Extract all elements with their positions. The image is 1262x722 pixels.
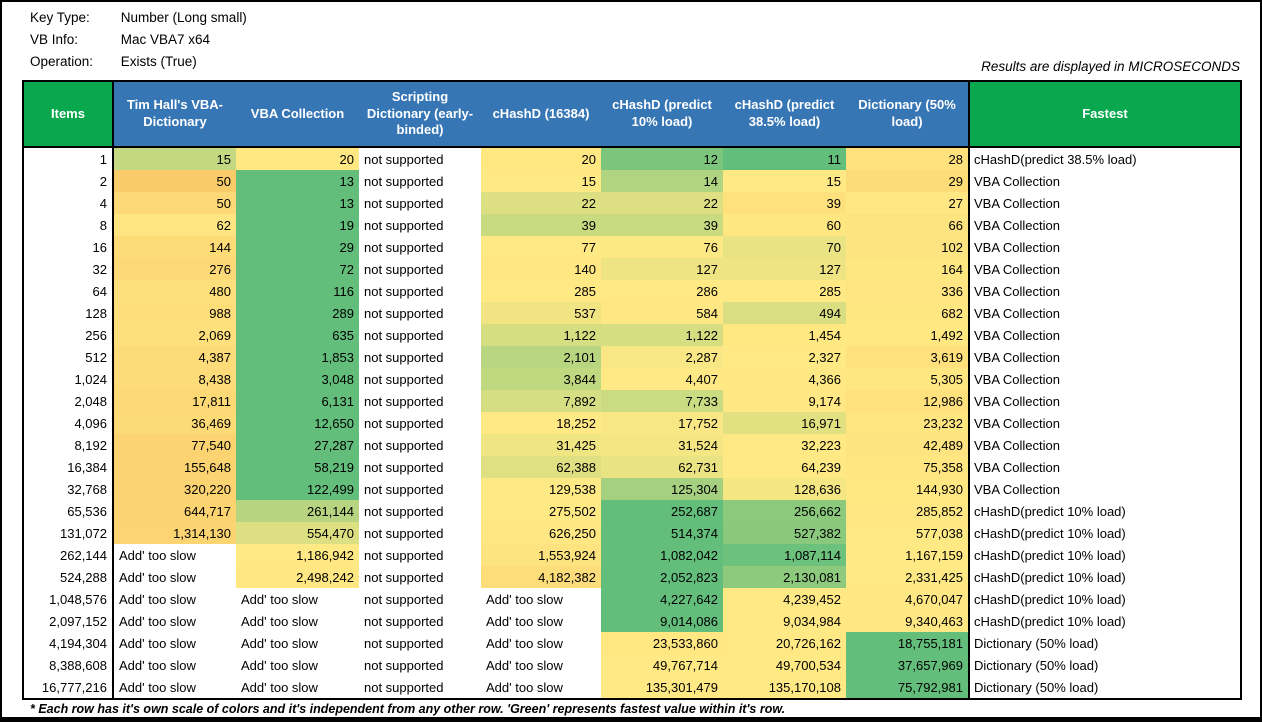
results-table — [22, 80, 1242, 700]
value-cell-col3[interactable]: not supported — [359, 544, 481, 566]
table-row — [23, 610, 1241, 632]
header-row — [23, 81, 1241, 147]
value-cell-col3[interactable]: not supported — [359, 610, 481, 632]
table-row — [23, 258, 1241, 280]
value-cell-col3[interactable]: not supported — [359, 214, 481, 236]
value-cell-col4[interactable]: Add' too slow — [481, 610, 601, 632]
table-row — [23, 676, 1241, 699]
value-cell-col1[interactable]: Add' too slow — [113, 654, 236, 676]
value-cell-col4[interactable]: 7,892 — [481, 390, 601, 412]
items-cell[interactable]: 16,384 — [23, 456, 113, 478]
items-cell[interactable]: 524,288 — [23, 566, 113, 588]
value-cell-col4[interactable]: Add' too slow — [481, 588, 601, 610]
column-header-5[interactable]: cHashD (predict 10% load) — [601, 81, 723, 147]
value-cell-col3[interactable]: not supported — [359, 654, 481, 676]
value-cell-col1[interactable]: 276 — [113, 258, 236, 280]
value-cell-col5[interactable]: 76 — [601, 236, 723, 258]
items-cell[interactable]: 512 — [23, 346, 113, 368]
table-row — [23, 324, 1241, 346]
value-cell-col1[interactable]: Add' too slow — [113, 544, 236, 566]
items-cell[interactable]: 1,024 — [23, 368, 113, 390]
value-cell-col5[interactable]: 9,014,086 — [601, 610, 723, 632]
table-row — [23, 544, 1241, 566]
value-cell-col6[interactable]: 2,130,081 — [723, 566, 846, 588]
value-cell-col7[interactable]: 29 — [846, 170, 969, 192]
value-cell-col4[interactable]: Add' too slow — [481, 676, 601, 699]
units-note: Results are displayed in MICROSECONDS — [981, 59, 1240, 74]
value-cell-col1[interactable]: 77,540 — [113, 434, 236, 456]
value-cell-col4[interactable]: Add' too slow — [481, 632, 601, 654]
value-cell-col5[interactable]: 252,687 — [601, 500, 723, 522]
value-cell-col5[interactable]: 514,374 — [601, 522, 723, 544]
value-cell-col1[interactable]: 1,314,130 — [113, 522, 236, 544]
table-row — [23, 368, 1241, 390]
table-row — [23, 214, 1241, 236]
value-cell-col4[interactable]: 39 — [481, 214, 601, 236]
value-cell-col7[interactable]: 37,657,969 — [846, 654, 969, 676]
key-type-label: Key Type: — [30, 10, 90, 25]
value-cell-col7[interactable]: 1,167,159 — [846, 544, 969, 566]
value-cell-col2[interactable]: 58,219 — [236, 456, 359, 478]
value-cell-col6[interactable]: 20,726,162 — [723, 632, 846, 654]
fastest-cell[interactable]: VBA Collection — [969, 302, 1241, 324]
value-cell-col7[interactable]: 4,670,047 — [846, 588, 969, 610]
value-cell-col7[interactable]: 164 — [846, 258, 969, 280]
value-cell-col2[interactable]: 289 — [236, 302, 359, 324]
value-cell-col4[interactable]: 31,425 — [481, 434, 601, 456]
value-cell-col2[interactable]: 3,048 — [236, 368, 359, 390]
value-cell-col1[interactable]: 988 — [113, 302, 236, 324]
value-cell-col6[interactable]: 256,662 — [723, 500, 846, 522]
value-cell-col7[interactable]: 1,492 — [846, 324, 969, 346]
value-cell-col6[interactable]: 1,454 — [723, 324, 846, 346]
items-cell[interactable]: 131,072 — [23, 522, 113, 544]
value-cell-col6[interactable]: 527,382 — [723, 522, 846, 544]
table-row — [23, 390, 1241, 412]
vb-info-value: Mac VBA7 x64 — [120, 32, 211, 47]
value-cell-col3[interactable]: not supported — [359, 588, 481, 610]
fastest-cell[interactable]: cHashD(predict 10% load) — [969, 566, 1241, 588]
value-cell-col6[interactable]: 4,239,452 — [723, 588, 846, 610]
value-cell-col5[interactable]: 12 — [601, 147, 723, 170]
fastest-cell[interactable]: Dictionary (50% load) — [969, 632, 1241, 654]
value-cell-col1[interactable]: 144 — [113, 236, 236, 258]
value-cell-col3[interactable]: not supported — [359, 324, 481, 346]
value-cell-col2[interactable]: Add' too slow — [236, 632, 359, 654]
value-cell-col4[interactable]: 4,182,382 — [481, 566, 601, 588]
value-cell-col5[interactable]: 125,304 — [601, 478, 723, 500]
value-cell-col3[interactable]: not supported — [359, 478, 481, 500]
value-cell-col5[interactable]: 31,524 — [601, 434, 723, 456]
table-row — [23, 280, 1241, 302]
value-cell-col4[interactable]: 18,252 — [481, 412, 601, 434]
items-cell[interactable]: 128 — [23, 302, 113, 324]
value-cell-col1[interactable]: 50 — [113, 170, 236, 192]
fastest-cell[interactable]: Dictionary (50% load) — [969, 676, 1241, 699]
value-cell-col2[interactable]: 1,853 — [236, 346, 359, 368]
value-cell-col2[interactable]: 12,650 — [236, 412, 359, 434]
value-cell-col5[interactable]: 2,052,823 — [601, 566, 723, 588]
value-cell-col4[interactable]: Add' too slow — [481, 654, 601, 676]
table-row — [23, 434, 1241, 456]
items-cell[interactable]: 64 — [23, 280, 113, 302]
fastest-cell[interactable]: VBA Collection — [969, 390, 1241, 412]
fastest-cell[interactable]: VBA Collection — [969, 258, 1241, 280]
fastest-cell[interactable]: cHashD(predict 38.5% load) — [969, 147, 1241, 170]
value-cell-col5[interactable]: 22 — [601, 192, 723, 214]
value-cell-col1[interactable]: 15 — [113, 147, 236, 170]
items-cell[interactable]: 65,536 — [23, 500, 113, 522]
value-cell-col3[interactable]: not supported — [359, 192, 481, 214]
operation-value: Exists (True) — [120, 54, 197, 69]
table-row — [23, 147, 1241, 170]
value-cell-col7[interactable]: 682 — [846, 302, 969, 324]
value-cell-col4[interactable]: 77 — [481, 236, 601, 258]
fastest-cell[interactable]: VBA Collection — [969, 368, 1241, 390]
value-cell-col7[interactable]: 102 — [846, 236, 969, 258]
value-cell-col3[interactable]: not supported — [359, 147, 481, 170]
value-cell-col7[interactable]: 42,489 — [846, 434, 969, 456]
value-cell-col2[interactable]: 261,144 — [236, 500, 359, 522]
value-cell-col7[interactable]: 27 — [846, 192, 969, 214]
vb-info-label: VB Info: — [30, 32, 79, 47]
value-cell-col4[interactable]: 626,250 — [481, 522, 601, 544]
fastest-cell[interactable]: VBA Collection — [969, 170, 1241, 192]
value-cell-col3[interactable]: not supported — [359, 302, 481, 324]
items-cell[interactable]: 1 — [23, 147, 113, 170]
value-cell-col6[interactable]: 49,700,534 — [723, 654, 846, 676]
fastest-cell[interactable]: VBA Collection — [969, 236, 1241, 258]
value-cell-col1[interactable]: Add' too slow — [113, 676, 236, 699]
value-cell-col6[interactable]: 9,174 — [723, 390, 846, 412]
items-cell[interactable]: 32 — [23, 258, 113, 280]
value-cell-col6[interactable]: 135,170,108 — [723, 676, 846, 699]
value-cell-col5[interactable]: 49,767,714 — [601, 654, 723, 676]
value-cell-col5[interactable]: 2,287 — [601, 346, 723, 368]
value-cell-col6[interactable]: 285 — [723, 280, 846, 302]
value-cell-col1[interactable]: 62 — [113, 214, 236, 236]
table-row — [23, 302, 1241, 324]
value-cell-col1[interactable]: 644,717 — [113, 500, 236, 522]
meta-panel — [2, 2, 1260, 80]
table-row — [23, 412, 1241, 434]
value-cell-col7[interactable]: 3,619 — [846, 346, 969, 368]
value-cell-col7[interactable]: 144,930 — [846, 478, 969, 500]
value-cell-col7[interactable]: 75,358 — [846, 456, 969, 478]
items-cell[interactable]: 1,048,576 — [23, 588, 113, 610]
value-cell-col7[interactable]: 28 — [846, 147, 969, 170]
value-cell-col1[interactable]: Add' too slow — [113, 566, 236, 588]
fastest-cell[interactable]: Dictionary (50% load) — [969, 654, 1241, 676]
value-cell-col2[interactable]: 554,470 — [236, 522, 359, 544]
table-row — [23, 478, 1241, 500]
fastest-cell[interactable]: VBA Collection — [969, 434, 1241, 456]
fastest-cell[interactable]: VBA Collection — [969, 192, 1241, 214]
table-row — [23, 500, 1241, 522]
value-cell-col6[interactable]: 2,327 — [723, 346, 846, 368]
column-header-7[interactable]: Dictionary (50% load) — [846, 81, 969, 147]
table-row — [23, 456, 1241, 478]
value-cell-col7[interactable]: 18,755,181 — [846, 632, 969, 654]
value-cell-col1[interactable]: Add' too slow — [113, 632, 236, 654]
value-cell-col1[interactable]: 480 — [113, 280, 236, 302]
items-cell[interactable]: 4,096 — [23, 412, 113, 434]
value-cell-col2[interactable]: 122,499 — [236, 478, 359, 500]
fastest-cell[interactable]: cHashD(predict 10% load) — [969, 544, 1241, 566]
value-cell-col4[interactable]: 275,502 — [481, 500, 601, 522]
value-cell-col1[interactable]: 50 — [113, 192, 236, 214]
fastest-cell[interactable]: VBA Collection — [969, 478, 1241, 500]
value-cell-col4[interactable]: 20 — [481, 147, 601, 170]
items-cell[interactable]: 2,048 — [23, 390, 113, 412]
value-cell-col5[interactable]: 1,122 — [601, 324, 723, 346]
value-cell-col3[interactable]: not supported — [359, 368, 481, 390]
value-cell-col6[interactable]: 127 — [723, 258, 846, 280]
value-cell-col3[interactable]: not supported — [359, 170, 481, 192]
value-cell-col2[interactable]: 72 — [236, 258, 359, 280]
value-cell-col5[interactable]: 4,407 — [601, 368, 723, 390]
value-cell-col5[interactable]: 62,731 — [601, 456, 723, 478]
value-cell-col4[interactable]: 1,122 — [481, 324, 601, 346]
items-cell[interactable]: 8 — [23, 214, 113, 236]
items-cell[interactable]: 2,097,152 — [23, 610, 113, 632]
value-cell-col6[interactable]: 32,223 — [723, 434, 846, 456]
table-row — [23, 566, 1241, 588]
fastest-cell[interactable]: VBA Collection — [969, 324, 1241, 346]
value-cell-col4[interactable]: 1,553,924 — [481, 544, 601, 566]
value-cell-col2[interactable]: Add' too slow — [236, 610, 359, 632]
fastest-cell[interactable]: VBA Collection — [969, 346, 1241, 368]
fastest-cell[interactable]: cHashD(predict 10% load) — [969, 588, 1241, 610]
value-cell-col5[interactable]: 17,752 — [601, 412, 723, 434]
value-cell-col7[interactable]: 336 — [846, 280, 969, 302]
value-cell-col6[interactable]: 60 — [723, 214, 846, 236]
value-cell-col4[interactable]: 285 — [481, 280, 601, 302]
value-cell-col6[interactable]: 494 — [723, 302, 846, 324]
value-cell-col5[interactable]: 39 — [601, 214, 723, 236]
value-cell-col7[interactable]: 577,038 — [846, 522, 969, 544]
value-cell-col2[interactable]: 116 — [236, 280, 359, 302]
value-cell-col7[interactable]: 12,986 — [846, 390, 969, 412]
value-cell-col6[interactable]: 64,239 — [723, 456, 846, 478]
value-cell-col3[interactable]: not supported — [359, 522, 481, 544]
value-cell-col6[interactable]: 70 — [723, 236, 846, 258]
value-cell-col3[interactable]: not supported — [359, 390, 481, 412]
items-cell[interactable]: 16,777,216 — [23, 676, 113, 699]
value-cell-col3[interactable]: not supported — [359, 456, 481, 478]
table-row — [23, 632, 1241, 654]
value-cell-col4[interactable]: 3,844 — [481, 368, 601, 390]
table-row — [23, 236, 1241, 258]
value-cell-col6[interactable]: 39 — [723, 192, 846, 214]
value-cell-col6[interactable]: 16,971 — [723, 412, 846, 434]
value-cell-col3[interactable]: not supported — [359, 434, 481, 456]
value-cell-col3[interactable]: not supported — [359, 236, 481, 258]
operation-row — [30, 54, 630, 70]
value-cell-col6[interactable]: 1,087,114 — [723, 544, 846, 566]
value-cell-col6[interactable]: 4,366 — [723, 368, 846, 390]
value-cell-col1[interactable]: 8,438 — [113, 368, 236, 390]
value-cell-col4[interactable]: 2,101 — [481, 346, 601, 368]
value-cell-col7[interactable]: 66 — [846, 214, 969, 236]
table-row — [23, 588, 1241, 610]
value-cell-col3[interactable]: not supported — [359, 258, 481, 280]
fastest-cell[interactable]: VBA Collection — [969, 456, 1241, 478]
value-cell-col4[interactable]: 22 — [481, 192, 601, 214]
value-cell-col1[interactable]: 17,811 — [113, 390, 236, 412]
fastest-cell[interactable]: VBA Collection — [969, 280, 1241, 302]
value-cell-col5[interactable]: 23,533,860 — [601, 632, 723, 654]
value-cell-col2[interactable]: 13 — [236, 192, 359, 214]
items-cell[interactable]: 16 — [23, 236, 113, 258]
value-cell-col2[interactable]: Add' too slow — [236, 654, 359, 676]
value-cell-col1[interactable]: Add' too slow — [113, 610, 236, 632]
value-cell-col2[interactable]: 1,186,942 — [236, 544, 359, 566]
value-cell-col7[interactable]: 9,340,463 — [846, 610, 969, 632]
items-cell[interactable]: 32,768 — [23, 478, 113, 500]
key-type-row — [30, 10, 630, 26]
value-cell-col3[interactable]: not supported — [359, 412, 481, 434]
footnote: * Each row has it's own scale of colors and it's independent from any other row. 'Green' represents fastest value within it's row. — [30, 702, 786, 716]
column-header-0[interactable]: Items — [23, 81, 113, 147]
value-cell-col2[interactable]: Add' too slow — [236, 676, 359, 699]
value-cell-col2[interactable]: 6,131 — [236, 390, 359, 412]
value-cell-col4[interactable]: 537 — [481, 302, 601, 324]
fastest-cell[interactable]: cHashD(predict 10% load) — [969, 610, 1241, 632]
column-header-8[interactable]: Fastest — [969, 81, 1241, 147]
value-cell-col4[interactable]: 62,388 — [481, 456, 601, 478]
operation-label: Operation: — [30, 54, 94, 69]
value-cell-col1[interactable]: 4,387 — [113, 346, 236, 368]
value-cell-col7[interactable]: 23,232 — [846, 412, 969, 434]
value-cell-col6[interactable]: 15 — [723, 170, 846, 192]
value-cell-col2[interactable]: 27,287 — [236, 434, 359, 456]
value-cell-col7[interactable]: 2,331,425 — [846, 566, 969, 588]
column-header-6[interactable]: cHashD (predict 38.5% load) — [723, 81, 846, 147]
value-cell-col3[interactable]: not supported — [359, 346, 481, 368]
value-cell-col4[interactable]: 140 — [481, 258, 601, 280]
column-header-4[interactable]: cHashD (16384) — [481, 81, 601, 147]
fastest-cell[interactable]: cHashD(predict 10% load) — [969, 522, 1241, 544]
value-cell-col3[interactable]: not supported — [359, 676, 481, 699]
value-cell-col2[interactable]: 2,498,242 — [236, 566, 359, 588]
value-cell-col6[interactable]: 128,636 — [723, 478, 846, 500]
items-cell[interactable]: 262,144 — [23, 544, 113, 566]
value-cell-col5[interactable]: 135,301,479 — [601, 676, 723, 699]
value-cell-col2[interactable]: 13 — [236, 170, 359, 192]
value-cell-col7[interactable]: 285,852 — [846, 500, 969, 522]
value-cell-col6[interactable]: 9,034,984 — [723, 610, 846, 632]
value-cell-col1[interactable]: 36,469 — [113, 412, 236, 434]
vb-info-row — [30, 32, 630, 48]
value-cell-col1[interactable]: 155,648 — [113, 456, 236, 478]
table-row — [23, 170, 1241, 192]
value-cell-col3[interactable]: not supported — [359, 632, 481, 654]
table-row — [23, 346, 1241, 368]
column-header-3[interactable]: Scripting Dictionary (early-binded) — [359, 81, 481, 147]
table-row — [23, 654, 1241, 676]
value-cell-col3[interactable]: not supported — [359, 500, 481, 522]
value-cell-col5[interactable]: 14 — [601, 170, 723, 192]
value-cell-col3[interactable]: not supported — [359, 280, 481, 302]
value-cell-col5[interactable]: 4,227,642 — [601, 588, 723, 610]
value-cell-col2[interactable]: Add' too slow — [236, 588, 359, 610]
value-cell-col5[interactable]: 1,082,042 — [601, 544, 723, 566]
items-cell[interactable]: 8,388,608 — [23, 654, 113, 676]
value-cell-col2[interactable]: 19 — [236, 214, 359, 236]
items-cell[interactable]: 8,192 — [23, 434, 113, 456]
column-header-1[interactable]: Tim Hall's VBA-Dictionary — [113, 81, 236, 147]
value-cell-col4[interactable]: 15 — [481, 170, 601, 192]
value-cell-col1[interactable]: 320,220 — [113, 478, 236, 500]
fastest-cell[interactable]: cHashD(predict 10% load) — [969, 500, 1241, 522]
value-cell-col2[interactable]: 29 — [236, 236, 359, 258]
value-cell-col1[interactable]: Add' too slow — [113, 588, 236, 610]
fastest-cell[interactable]: VBA Collection — [969, 214, 1241, 236]
items-cell[interactable]: 4,194,304 — [23, 632, 113, 654]
value-cell-col7[interactable]: 75,792,981 — [846, 676, 969, 699]
fastest-cell[interactable]: VBA Collection — [969, 412, 1241, 434]
table-row — [23, 192, 1241, 214]
value-cell-col5[interactable]: 584 — [601, 302, 723, 324]
items-cell[interactable]: 4 — [23, 192, 113, 214]
value-cell-col5[interactable]: 7,733 — [601, 390, 723, 412]
column-header-2[interactable]: VBA Collection — [236, 81, 359, 147]
value-cell-col2[interactable]: 20 — [236, 147, 359, 170]
value-cell-col5[interactable]: 286 — [601, 280, 723, 302]
value-cell-col5[interactable]: 127 — [601, 258, 723, 280]
value-cell-col1[interactable]: 2,069 — [113, 324, 236, 346]
key-type-value: Number (Long small) — [120, 10, 247, 25]
value-cell-col4[interactable]: 129,538 — [481, 478, 601, 500]
value-cell-col6[interactable]: 11 — [723, 147, 846, 170]
items-cell[interactable]: 2 — [23, 170, 113, 192]
table-row — [23, 522, 1241, 544]
value-cell-col2[interactable]: 635 — [236, 324, 359, 346]
value-cell-col3[interactable]: not supported — [359, 566, 481, 588]
items-cell[interactable]: 256 — [23, 324, 113, 346]
value-cell-col7[interactable]: 5,305 — [846, 368, 969, 390]
